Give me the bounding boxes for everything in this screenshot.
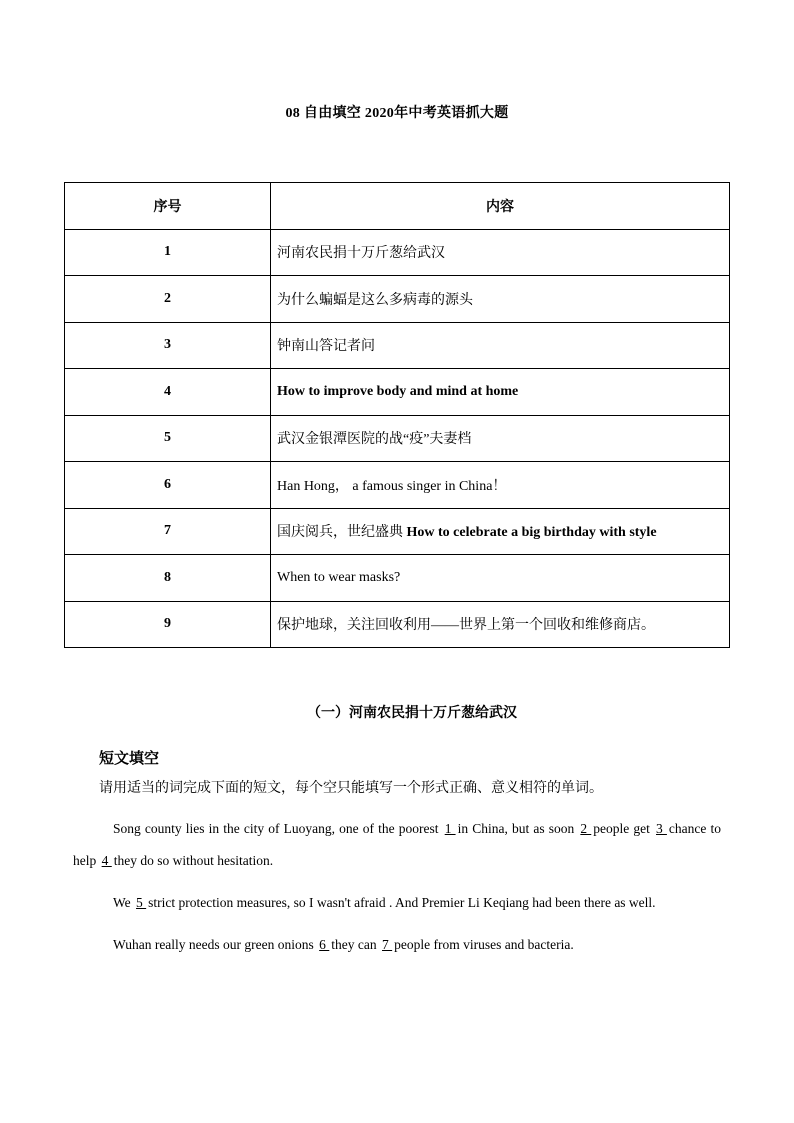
passage-text: Song county lies in the city of Luoyang, one of the poorest [113, 821, 443, 836]
blank-6: 6 [319, 937, 330, 952]
table-row [65, 462, 730, 509]
exercise-heading: 短文填空 [99, 751, 160, 767]
table-row [65, 322, 730, 369]
passage-text: strict protection measures, so I wasn't afraid . And Premier Li Keqiang had been there as well. [148, 895, 656, 910]
table-row [65, 415, 730, 462]
row-content: 保护地球，关注回收利用——世界上第一个回收和维修商店。 [271, 601, 730, 648]
row-number: 8 [65, 555, 271, 602]
row-content: 河南农民捐十万斤葱给武汉 [271, 229, 730, 276]
row-content-chinese: 国庆阅兵，世纪盛典 [277, 525, 407, 541]
header-content: 内容 [271, 183, 730, 230]
passage-text: Wuhan really needs our green onions [113, 937, 318, 952]
row-number: 1 [65, 229, 271, 276]
blank-7: 7 [382, 937, 393, 952]
table-row [65, 555, 730, 602]
passage-text: they can [331, 937, 381, 952]
blank-2: 2 [580, 821, 592, 836]
passage-text: chance to help [73, 821, 722, 868]
blank-4: 4 [101, 853, 112, 868]
row-number: 5 [65, 415, 271, 462]
table-row [65, 276, 730, 323]
table-row [65, 229, 730, 276]
passage-text: We [113, 895, 135, 910]
blank-3: 3 [656, 821, 667, 836]
exercise-instruction: 请用适当的词完成下面的短文，每个空只能填写一个形式正确、意义相符的单词。 [99, 781, 603, 796]
row-content: 武汉金银潭医院的战“疫”夫妻档 [271, 415, 730, 462]
passage-paragraph-1 [73, 813, 721, 877]
row-number: 4 [65, 369, 271, 416]
row-content [271, 508, 730, 555]
passage-text: people from viruses and bacteria. [394, 937, 574, 952]
table-row [65, 601, 730, 648]
row-content-english: How to celebrate a big birthday with style [406, 525, 657, 541]
section-title: （一）河南农民捐十万斤葱给武汉 [307, 706, 517, 721]
blank-1: 1 [444, 821, 456, 836]
row-content: 为什么蝙蝠是这么多病毒的源头 [271, 276, 730, 323]
document-title: 08 自由填空 2020年中考英语抓大题 [285, 106, 509, 121]
row-number: 7 [65, 508, 271, 555]
passage-text: in China, but as soon [457, 821, 579, 836]
row-content: When to wear masks? [271, 555, 730, 602]
row-content [271, 369, 730, 416]
row-number: 9 [65, 601, 271, 648]
table-row [65, 508, 730, 555]
row-content: Han Hong， a famous singer in China！ [271, 462, 730, 509]
topics-table [64, 182, 730, 648]
row-content: 钟南山答记者问 [271, 322, 730, 369]
header-number: 序号 [65, 183, 271, 230]
passage-paragraph-2 [113, 887, 656, 919]
passage-text: people get [593, 821, 655, 836]
row-number: 2 [65, 276, 271, 323]
row-number: 6 [65, 462, 271, 509]
passage-text: they do so without hesitation. [113, 853, 274, 868]
table-row [65, 369, 730, 416]
blank-5: 5 [136, 895, 147, 910]
passage-paragraph-3 [113, 929, 574, 961]
row-content-english: How to improve body and mind at home [277, 383, 519, 399]
table-header-row [65, 183, 730, 230]
row-number: 3 [65, 322, 271, 369]
